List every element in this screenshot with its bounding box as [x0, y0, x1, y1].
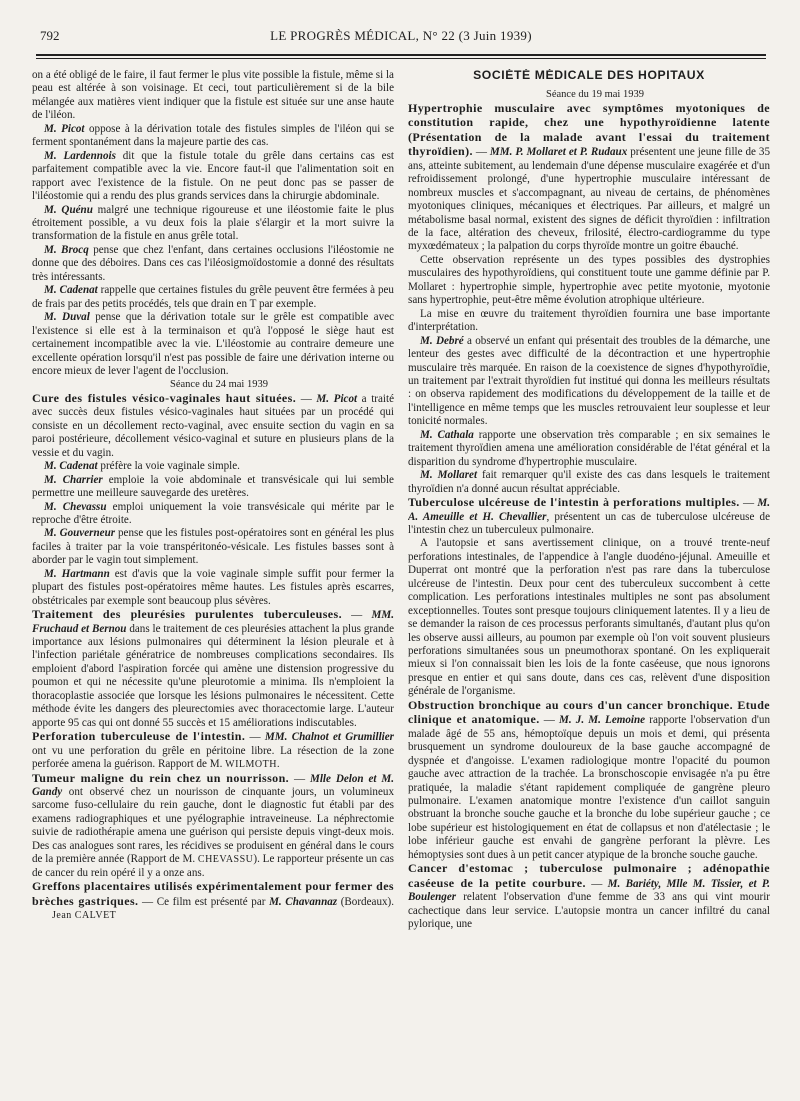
paragraph-text: , présentent un cas de tuberculose ulcéreuse de l'intestin chez un tuberculeux pulmonaire.	[408, 510, 770, 536]
paragraph-text: ont vu une perforation du grêle en péritoine libre. La résection de la zone perforée amena la guérison. Rapport de M.	[32, 744, 394, 771]
speaker-name: M. Quénu	[44, 203, 93, 216]
paragraph-text: relatent l'observation d'une femme de 33 ans qui vint mourir cachectique dans leur service. L'autopsie montra un cancer infiltré du canal pylorique, une	[408, 891, 770, 931]
paragraph-text: préfère la voie vaginale simple.	[97, 460, 240, 473]
paragraph-text: rapporte l'observation d'un malade âgé de 55 ans, hémoptoïque depuis un mois et demi, qui présenta brusquement un syndrome douloureux de la base gauche accompagné de dyspnée et d'angoisse. L'examen radiologique montre l'opacité du poumon gauche avec attraction de la trachée. La bronschoscopie envisagée n'a pu être pratiquée, la maladie s'étant rapidement compliquée de gangrène pleuro pulmonaire. L'examen anatomique montre l'existence d'un caillot sanguin obstruant la bronche souche gauche et la bronche du lobe supérieur gauche ; ce lobe supérieur est histologiquement en état de collapsus et non d'atélectasie ; le lobe inférieur gauche est envahi de gangrène perforant la plèvre. Les hémoptysies sont dues à un petit cancer atypique de la bronche souche gauche.	[408, 714, 770, 861]
dash: —	[289, 772, 310, 785]
speaker-name: M. Picot	[44, 122, 85, 135]
paragraph	[408, 429, 770, 469]
article	[32, 880, 394, 922]
article-title: Cancer d'estomac ; tuberculose pulmonaire ; adénopathie caséeuse de la petite courbure.	[408, 861, 770, 890]
paragraph	[32, 474, 394, 501]
paragraph-text: a observé un enfant qui présentait des troubles de la démarche, une lenteur des gestes avec difficulté de la décontraction et une hypertrophie musculaire très marquée. En raison de la coexistence de signes d'hypothyroïdie, un traitement par l'extrait thyroïdien fut institué qui donna les meilleurs résultats : on observa rapidement des modifications du développement de la taille et de l'intelligence en même temps que les muscles retrouvaient leur souplesse et leur tonicité normales.	[408, 334, 770, 428]
paragraph	[32, 568, 394, 608]
paragraph-text: pense que la dérivation totale sur le grêle est compatible avec l'existence si elle est à la terminaison et qu'à l'opposé le siège haut est certainement incompatible avec la vie. L'iléostomie au contraire demeure une excellente opération lorsqu'il n'est pas possible de faire une dérivation interne ou encore mieux de lever l'agent de l'occlusion.	[32, 311, 394, 377]
article	[32, 772, 394, 881]
running-head: LE PROGRÈS MÉDICAL, N° 22 (3 Juin 1939)	[270, 28, 532, 43]
paragraph-text: dit que la fistule totale du grêle dans certains cas est parfaitement compatible avec la vie. Encore faut-il que l'alimentation soit en rapport avec l'existence de la fistule. On ne peut donc pas se passer de l'iléostomie qui a rendu des plus grands services dans la chirurgie abdominale.	[32, 149, 394, 203]
paragraph-text: emploi uniquement la voie transvésicale qui mérite par le reproche d'être étroite.	[32, 500, 394, 526]
paragraph-text: rapporte une observation très comparable ; en six semaines le traitement thyroïdien amena une amélioration considérable de l'état général et la disparition du syndrome d'hypertrophie musculaire.	[408, 428, 770, 468]
article-title: Tumeur maligne du rein chez un nourrisson.	[32, 770, 290, 785]
dash: —	[138, 895, 157, 908]
paragraph	[408, 335, 770, 429]
speaker-name: M. Hartmann	[44, 567, 110, 580]
dash: —	[245, 731, 265, 744]
paragraph-text: Ce film est présenté par	[156, 895, 270, 908]
speaker-name: M. Charrier	[44, 473, 103, 486]
paragraph: on a été obligé de le faire, il faut fermer le plus vite possible la fistule, même si la peau est altérée à son voisinage. Et ceci, tout particulièrement si de la bile mélangée aux matières vient indiquer que la fistule est située sur une anse haute de l'iléon.	[32, 69, 394, 122]
dash: —	[296, 392, 317, 405]
paragraph-text: fait remarquer qu'il existe des cas dans lesquels le traitement thyroïdien n'a donné aucun résultat appréciable.	[408, 469, 770, 495]
author-name: M. Chavannaz	[269, 895, 338, 908]
dash: —	[341, 609, 372, 622]
paragraph-text: pense que chez l'enfant, dans certaines occlusions l'iléostomie ne donne que des déboires. Dans ces cas l'iléosigmoïdostomie a donné des résultats très intéressants.	[32, 243, 394, 283]
article-title: Traitement des pleurésies purulentes tuberculeuses.	[32, 607, 342, 622]
speaker-name: M. Duval	[44, 311, 90, 324]
speaker-name: M. Chevassu	[44, 500, 107, 513]
speaker-name: M. Brocq	[44, 243, 89, 256]
article-title: Greffons placentaires utilisés expérimentalement pour fermer des brèches gastriques.	[32, 879, 394, 908]
article-title: Tuberculose ulcéreuse de l'intestin à perforations multiples.	[408, 495, 740, 510]
paragraph	[32, 460, 394, 473]
paragraph	[408, 469, 770, 496]
paragraph	[32, 311, 394, 378]
signature: Jean CALVET	[52, 910, 117, 922]
speaker-name: M. Cadenat	[44, 284, 98, 297]
session-date: Séance du 19 mai 1939	[546, 89, 644, 101]
page-number: 792	[40, 28, 60, 43]
article-title: Cure des fistules vésico-vaginales haut situées.	[32, 390, 297, 405]
dash: —	[585, 877, 608, 890]
author-name: M. A. Ameuille et H. Chevallier	[408, 497, 770, 523]
speaker-name: M. Cadenat	[44, 460, 98, 473]
speaker-name: M. Lardennois	[44, 149, 116, 162]
paragraph	[32, 244, 394, 284]
author-name: M. Picot	[316, 392, 358, 405]
article	[408, 699, 770, 862]
author-name: M. Bariéty, Mlle M. Tissier, et P. Boulenger	[408, 877, 770, 904]
right-column	[408, 69, 770, 1089]
paragraph: Cette observation représente un des types possibles des dystrophies musculaires des hypothyroïdiens, qui constituent toute une gamme définie par P. Mollaret : hypertrophie simple, hypertrophie avec petite myotonie, myotonie sans hypertrophie, peut-être même évolution atrophique ultérieure.	[408, 253, 770, 307]
dash: —	[739, 497, 758, 510]
paragraph-text: oppose à la dérivation totale des fistules simples de l'iléon qui se ferment spontanément dans la majeure partie des cas.	[32, 122, 394, 149]
article-title: Obstruction bronchique au cours d'un cancer bronchique. Etude clinique et anatomique.	[408, 697, 770, 727]
reporter-name: WILMOTH.	[225, 759, 280, 771]
paragraph: La mise en œuvre du traitement thyroïdien fournira une base importante d'interprétation.	[408, 307, 770, 334]
paragraph	[32, 123, 394, 150]
article	[32, 392, 394, 460]
paragraph-text: ). Le rapporteur présente un cas de cancer du rein opéré il y a onze ans.	[32, 853, 394, 879]
author-name: MM. P. Mollaret et P. Rudaux	[489, 146, 628, 159]
speaker-name: M. Debré	[420, 334, 464, 347]
header-rule	[36, 54, 766, 56]
paragraph-text: rappelle que certaines fistules du grêle peuvent être fermées à peu de frais par des petits procédés, tels que drain en T par exemple.	[32, 284, 394, 310]
dash: —	[472, 146, 490, 159]
society-heading: SOCIÉTÉ MÉDICALE DES HOPITAUX	[473, 69, 705, 82]
article	[32, 608, 394, 730]
article	[408, 496, 770, 537]
paragraph-text: ont observé chez un nourisson de cinquante jours, un volumineux sarcome fuso-cellulaire du rein gauche, dont le diagnostic fut établi par des examens radiographiques et une pyélographie intraveineuse. La néphrectomie suivie de radiothérapie amena une guérison qui persiste depuis vingt-deux mois. Des cas analogues sont rares, les récidives se produisent en général dans le cours de la première année (Rapport de M.	[32, 786, 394, 866]
paragraph	[32, 204, 394, 244]
article	[32, 730, 394, 771]
paragraph-text: emploie la voie abdominale et transvésicale qui lui semble permettre une meilleure sauvegarde des uretères.	[32, 473, 394, 500]
article-title: Perforation tuberculeuse de l'intestin.	[32, 729, 246, 744]
header-rule-thin	[36, 58, 766, 59]
dash: —	[539, 714, 560, 727]
paragraph	[32, 284, 394, 311]
paragraph	[32, 150, 394, 204]
paragraph-text: (Bordeaux).	[337, 895, 394, 908]
session-date: Séance du 24 mai 1939	[170, 379, 268, 391]
paragraph-text: pense que les fistules post-opératoires sont en général les plus faciles à traiter par la voie transpéritonéo-vésicale. Les fistules basses sont à aborder par le vagin tout simplement.	[32, 527, 394, 567]
article	[408, 862, 770, 931]
speaker-name: M. Gouverneur	[44, 527, 116, 540]
reporter-name: CHEVASSU	[197, 854, 254, 866]
article-title: Hypertrophie musculaire avec symptômes myotoniques de constitution rapide, chez une hypothyroïdienne latente (Présentation de la malade avant l'essai du traitement thyroïdien).	[408, 100, 770, 159]
author-name: MM. Fruchaud et Bernou	[32, 609, 394, 635]
article	[408, 102, 770, 254]
paragraph-text: présentent une jeune fille de 35 ans, atteinte subitement, au lendemain d'une dépense musculaire exagérée et d'un refroidissement prolongé, d'une hypertrophie musculaire intéressant de nombreux muscles et s'accompagnant, au niveau de certains, de phénomènes myotoniques cliniques, mécaniques et électriques. Par ailleurs, et malgré un métabolisme basal normal, existent des signes de déficit thyroïdien : infiltration de la face, altération des cheveux, frilosité, électro-cardiogramme du type myxœdémateux ; la palpation du corps thyroïde montre un goitre ébauché.	[408, 146, 770, 253]
author-name: MM. Chalnot et Grumillier	[264, 731, 394, 744]
paragraph-text: dans le traitement de ces pleurésies attachent la plus grande importance aux lésions pulmonaires qui déterminent la lésion pleurale et à l'infection pariétale génératrice de nombreuses complications secondaires. Ils emploient d'abord l'aspiration forcée qui amène une distension progressive du poumon et qui ne nécessite qu'une pleurotomie a minima. Ils n'emploient la thoracoplastie associée que lorsque les lésions pulmonaires le nécessitent. Cette méthode évite les dangers des pleurectomies avec thoracectomie large. L'auteur apporte 95 cas qui ont donné 55 succès et 15 améliorations indiscutables.	[32, 622, 394, 729]
paragraph-text: a traité avec succès deux fistules vésico-vaginales haut situées par un procédé qui consiste en un décollement recto-vaginal, avec ensuite section du vagin en sa paroi postérieure, décollement vésico-vaginal et suture en plusieurs plans de la vessie et du vagin.	[32, 392, 394, 459]
paragraph	[32, 527, 394, 567]
paragraph: A l'autopsie et sans avertissement clinique, on a trouvé trente-neuf perforations intestinales, de l'appendice à l'angle duodéno-jéjunal. Ameuille et Duperrat ont montré que la perforation n'est pas rare dans la tuberculose ulcéreuse de l'intestin. Deux pour cent des tuberculeux succombent à cette complication. Les perforations intestinales multiples ne sont pas absolument exceptionnelles. Toutes sont presque toujours cliniquement latentes. Il y a lieu de se demander la raison de ces processus perforants simultanés, d'autant plus qu'on les observe aussi ailleurs, au poumon par exemple où l'on voit souvent plusieurs perforations simultanées sous un pneumothorax spontané. On les expliquerait mieux si l'on connaissait bien les lois de la fonte caséeuse, que nous ignorons presque en entier et qui sans doute, dans ces cas, relèvent d'une disposition générale de l'organisme.	[408, 537, 770, 698]
speaker-name: M. Mollaret	[420, 469, 478, 482]
left-column	[32, 69, 394, 1089]
page-header	[32, 26, 770, 48]
paragraph-text: malgré une technique rigoureuse et une iléostomie faite le plus étroitement possible, a vu deux fois la plaie s'élargir et la mort suivre la transformation de la fistule en anus grêle total.	[32, 203, 394, 243]
author-name: Mlle Delon et M. Gandy	[32, 772, 394, 799]
paragraph-text: est d'avis que la voie vaginale simple suffit pour fermer la plupart des fistules post-opératoires même hautes. Les fistules après escarres, obstétricales par exemple sont beaucoup plus sévères.	[32, 567, 394, 607]
speaker-name: M. Cathala	[420, 428, 474, 441]
author-name: M. J. M. Lemoine	[559, 714, 646, 727]
paragraph	[32, 501, 394, 528]
two-column-body	[32, 69, 770, 1089]
